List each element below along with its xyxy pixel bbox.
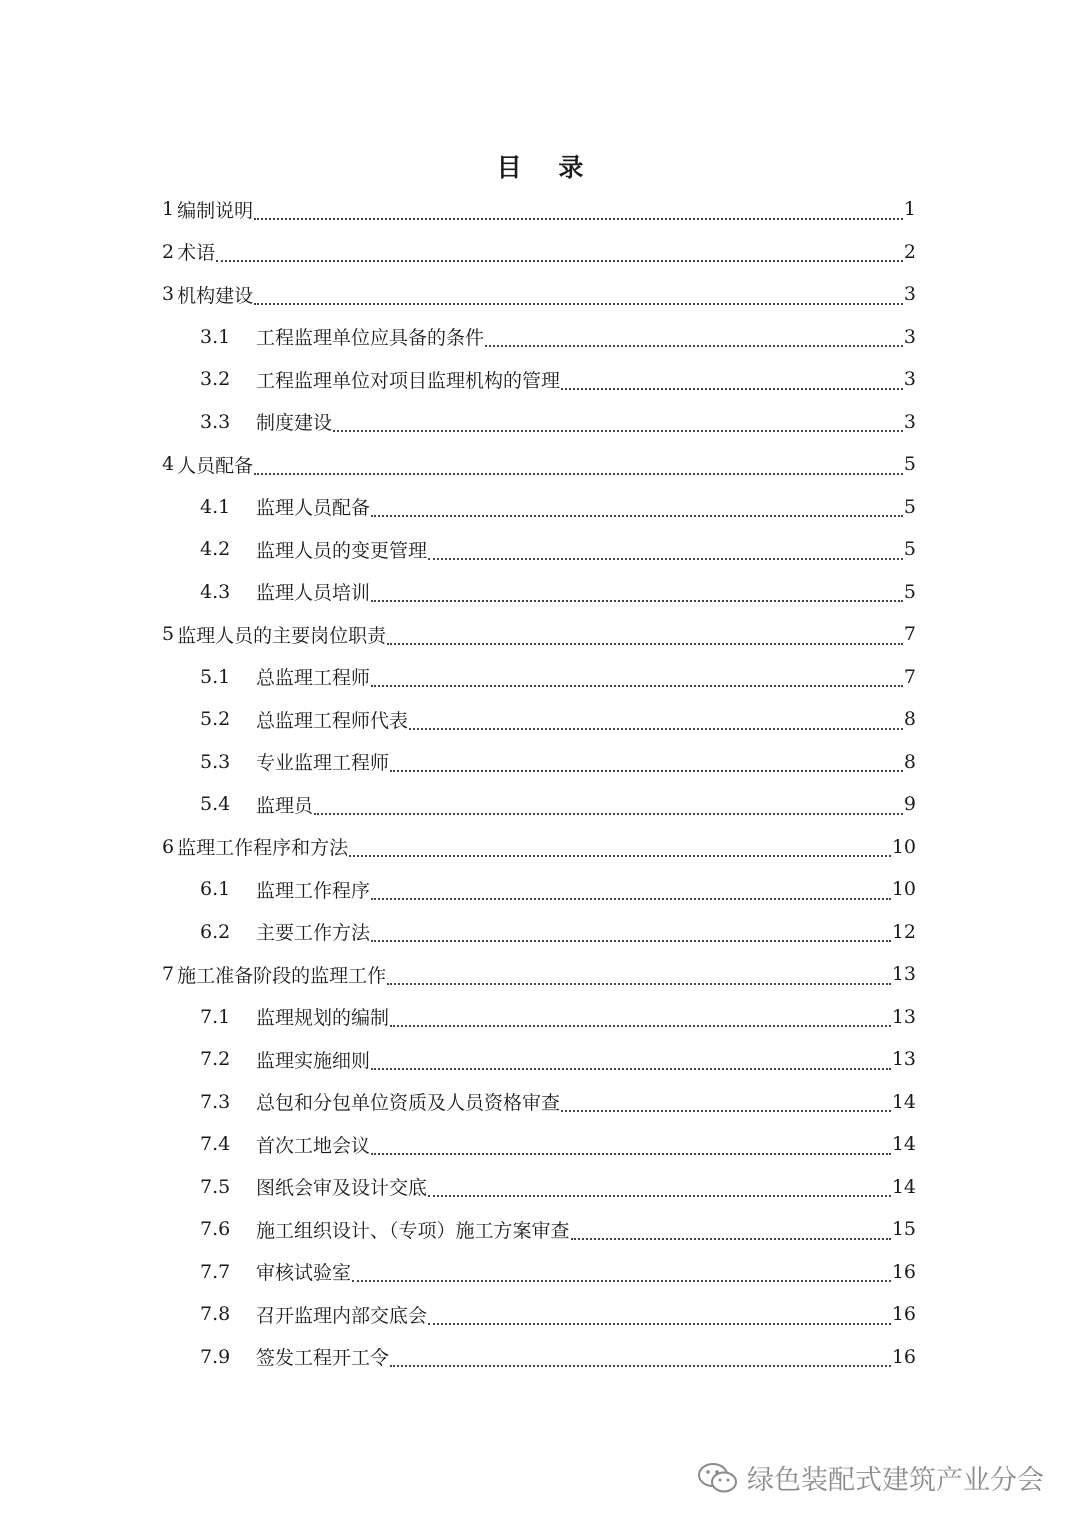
wechat-icon <box>697 1461 739 1495</box>
toc-entry-page-number: 14 <box>891 1175 916 1198</box>
toc-dot-leader <box>254 218 903 220</box>
toc-entry-page-number: 3 <box>903 368 916 391</box>
toc-entry-chapter[interactable] <box>162 273 916 316</box>
toc-entry-title: 施工组织设计、（专项）施工方案审查 <box>256 1219 570 1242</box>
toc-dot-leader <box>428 1323 891 1325</box>
toc-entry-title: 监理规划的编制 <box>256 1007 390 1030</box>
toc-dot-leader <box>216 260 903 262</box>
toc-entry-page-number: 13 <box>891 963 916 986</box>
toc-entry-chapter[interactable] <box>162 613 916 656</box>
toc-entry-title: 总包和分包单位资质及人员资格审查 <box>256 1092 561 1115</box>
toc-entry-number: 3.2 <box>200 368 231 391</box>
toc-entry-number: 2 <box>162 240 175 263</box>
toc-entry-page-number: 12 <box>891 920 916 943</box>
toc-entry-chapter[interactable] <box>162 188 916 231</box>
watermark-text: 绿色装配式建筑产业分会 <box>747 1465 1044 1496</box>
toc-entry-title: 人员配备 <box>177 454 254 477</box>
toc-entry-section[interactable] <box>162 996 916 1039</box>
toc-entry-title: 监理人员的主要岗位职责 <box>177 624 387 647</box>
toc-entry-section[interactable] <box>162 401 916 444</box>
toc-dot-leader <box>254 473 903 475</box>
toc-entry-number: 7.8 <box>200 1303 231 1326</box>
toc-entry-title: 监理人员配备 <box>256 497 371 520</box>
toc-entry-page-number: 16 <box>891 1260 916 1283</box>
toc-entry-number: 4.2 <box>200 538 231 561</box>
toc-entry-number: 3 <box>162 283 175 306</box>
toc-entry-number: 1 <box>162 198 175 221</box>
toc-entry-page-number: 16 <box>891 1345 916 1368</box>
toc-entry-title: 专业监理工程师 <box>256 752 390 775</box>
toc-entry-section[interactable] <box>162 1081 916 1124</box>
toc-entry-number: 4.1 <box>200 495 231 518</box>
watermark <box>697 1458 1044 1497</box>
toc-dot-leader <box>485 345 903 347</box>
toc-dot-leader <box>409 728 903 730</box>
toc-entry-section[interactable] <box>162 1208 916 1251</box>
toc-entry-page-number: 7 <box>903 623 916 646</box>
toc-entry-section[interactable] <box>162 656 916 699</box>
toc-entry-page-number: 1 <box>903 198 916 221</box>
toc-entry-page-number: 5 <box>903 453 916 476</box>
toc-entry-page-number: 3 <box>903 410 916 433</box>
toc-entry-title: 主要工作方法 <box>256 922 371 945</box>
toc-entry-section[interactable] <box>162 911 916 954</box>
toc-entry-number: 7.6 <box>200 1218 231 1241</box>
toc-entry-page-number: 16 <box>891 1303 916 1326</box>
toc-entry-title: 术语 <box>177 242 216 265</box>
toc-entry-number: 7.5 <box>200 1175 231 1198</box>
toc-dot-leader <box>428 1195 891 1197</box>
toc-entry-title: 编制说明 <box>177 199 254 222</box>
toc-entry-section[interactable] <box>162 1166 916 1209</box>
toc-entry-number: 7.4 <box>200 1133 231 1156</box>
toc-entry-page-number: 13 <box>891 1005 916 1028</box>
toc-entry-section[interactable] <box>162 868 916 911</box>
toc-dot-leader <box>371 1068 891 1070</box>
toc-dot-leader <box>314 813 903 815</box>
toc-entry-title: 监理工作程序 <box>256 879 371 902</box>
toc-entry-title: 监理人员的变更管理 <box>256 539 428 562</box>
toc-entry-section[interactable] <box>162 1251 916 1294</box>
toc-entry-number: 5.4 <box>200 793 231 816</box>
toc-entry-title: 首次工地会议 <box>256 1134 371 1157</box>
toc-dot-leader <box>371 685 903 687</box>
toc-dot-leader <box>387 983 891 985</box>
toc-entry-page-number: 3 <box>903 283 916 306</box>
toc-entry-section[interactable] <box>162 528 916 571</box>
toc-dot-leader <box>561 1110 891 1112</box>
toc-entry-title: 监理工作程序和方法 <box>177 837 349 860</box>
toc-entry-title: 总监理工程师代表 <box>256 709 409 732</box>
toc-entry-title: 召开监理内部交底会 <box>256 1304 428 1327</box>
toc-entry-number: 7.1 <box>200 1005 231 1028</box>
toc-entry-section[interactable] <box>162 358 916 401</box>
toc-entry-title: 施工准备阶段的监理工作 <box>177 964 387 987</box>
toc-entry-page-number: 8 <box>903 750 916 773</box>
toc-dot-leader <box>333 430 903 432</box>
toc-entry-title: 监理员 <box>256 794 314 817</box>
toc-entry-section[interactable] <box>162 1336 916 1379</box>
toc-dot-leader <box>571 1238 891 1240</box>
toc-entry-number: 7.2 <box>200 1048 231 1071</box>
toc-entry-chapter[interactable] <box>162 953 916 996</box>
toc-entry-number: 4.3 <box>200 580 231 603</box>
toc-entry-section[interactable] <box>162 1293 916 1336</box>
toc-entry-page-number: 5 <box>903 495 916 518</box>
toc-entry-title: 总监理工程师 <box>256 667 371 690</box>
toc-entry-title: 签发工程开工令 <box>256 1347 390 1370</box>
toc-entry-number: 5.3 <box>200 750 231 773</box>
toc-dot-leader <box>371 515 903 517</box>
toc-entry-page-number: 3 <box>903 325 916 348</box>
toc-entry-title: 机构建设 <box>177 284 254 307</box>
toc-entry-page-number: 10 <box>891 878 916 901</box>
toc-dot-leader <box>371 600 903 602</box>
toc-dot-leader <box>428 558 903 560</box>
toc-entry-page-number: 9 <box>903 793 916 816</box>
toc-dot-leader <box>254 303 903 305</box>
toc-entry-page-number: 10 <box>891 835 916 858</box>
toc-entry-number: 3.3 <box>200 410 231 433</box>
toc-entry-number: 7 <box>162 963 175 986</box>
toc-entry-number: 7.9 <box>200 1345 231 1368</box>
toc-dot-leader <box>390 1365 891 1367</box>
toc-entry-section[interactable] <box>162 571 916 614</box>
toc-entry-section[interactable] <box>162 783 916 826</box>
toc-dot-leader <box>371 940 891 942</box>
toc-entry-title: 制度建设 <box>256 412 333 435</box>
toc-entry-title: 工程监理单位应具备的条件 <box>256 327 485 350</box>
toc-entry-chapter[interactable] <box>162 443 916 486</box>
toc-entry-page-number: 8 <box>903 708 916 731</box>
toc-entry-section[interactable] <box>162 316 916 359</box>
toc-entry-title: 监理实施细则 <box>256 1049 371 1072</box>
page-title: 目 录 <box>496 153 598 182</box>
toc-entry-section[interactable] <box>162 486 916 529</box>
toc-entry-number: 6.1 <box>200 878 231 901</box>
toc-entry-section[interactable] <box>162 1038 916 1081</box>
toc-entry-page-number: 5 <box>903 538 916 561</box>
toc-entry-number: 4 <box>162 453 175 476</box>
toc-entry-section[interactable] <box>162 698 916 741</box>
toc-dot-leader <box>371 1153 891 1155</box>
toc-dot-leader <box>352 1280 891 1282</box>
toc-entry-number: 7.7 <box>200 1260 231 1283</box>
toc-dot-leader <box>561 388 903 390</box>
toc-entry-number: 6 <box>162 835 175 858</box>
toc-entry-title: 监理人员培训 <box>256 582 371 605</box>
toc-entry-number: 3.1 <box>200 325 231 348</box>
toc-entry-number: 5 <box>162 623 175 646</box>
toc-entry-title: 图纸会审及设计交底 <box>256 1177 428 1200</box>
table-of-contents <box>162 188 916 1378</box>
toc-entry-page-number: 13 <box>891 1048 916 1071</box>
toc-entry-number: 6.2 <box>200 920 231 943</box>
toc-entry-page-number: 14 <box>891 1133 916 1156</box>
toc-entry-page-number: 5 <box>903 580 916 603</box>
toc-dot-leader <box>387 643 903 645</box>
toc-dot-leader <box>349 855 891 857</box>
toc-entry-chapter[interactable] <box>162 231 916 274</box>
toc-entry-page-number: 2 <box>903 240 916 263</box>
toc-entry-chapter[interactable] <box>162 826 916 869</box>
toc-dot-leader <box>390 1025 891 1027</box>
toc-entry-number: 5.1 <box>200 665 231 688</box>
toc-dot-leader <box>371 898 891 900</box>
toc-entry-page-number: 15 <box>891 1218 916 1241</box>
toc-entry-title: 审核试验室 <box>256 1262 352 1285</box>
toc-entry-number: 5.2 <box>200 708 231 731</box>
toc-dot-leader <box>390 770 903 772</box>
toc-entry-page-number: 14 <box>891 1090 916 1113</box>
toc-entry-section[interactable] <box>162 741 916 784</box>
toc-entry-section[interactable] <box>162 1123 916 1166</box>
toc-entry-page-number: 7 <box>903 665 916 688</box>
toc-entry-title: 工程监理单位对项目监理机构的管理 <box>256 369 561 392</box>
toc-entry-number: 7.3 <box>200 1090 231 1113</box>
